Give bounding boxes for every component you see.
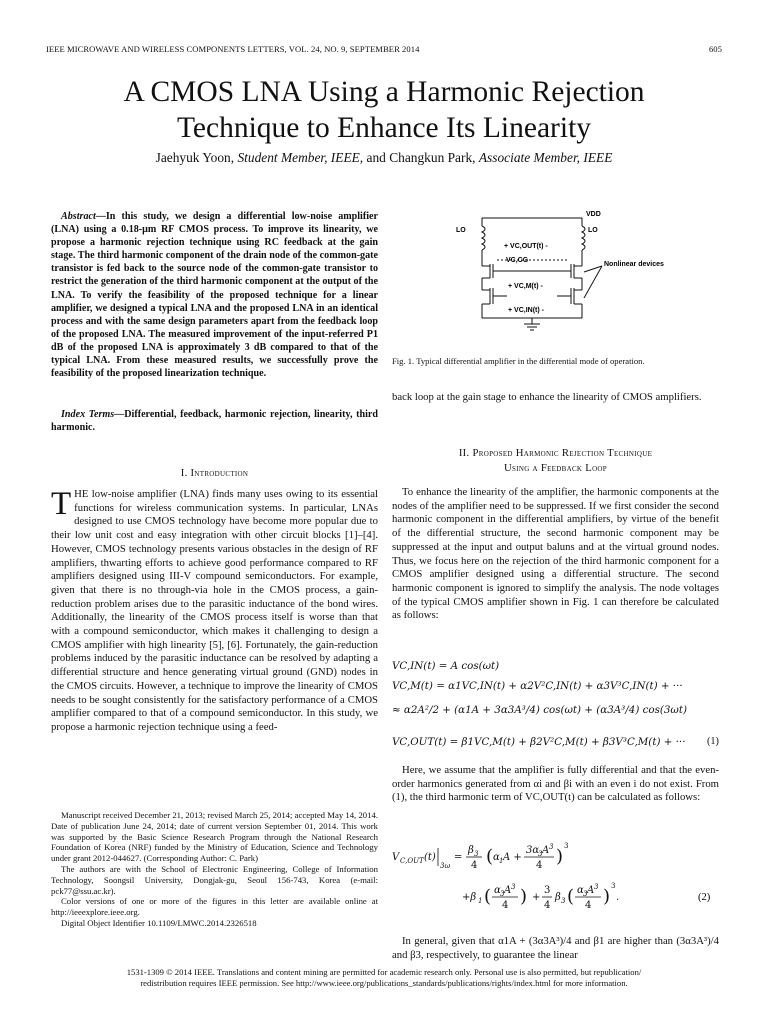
footnote-doi: Digital Object Identifier 10.1109/LMWC.2014.2326518 — [61, 917, 257, 928]
section-2-number: II. — [458, 447, 470, 459]
copyright-footer — [40, 967, 728, 990]
running-head — [46, 44, 722, 54]
abstract — [51, 210, 378, 380]
svg-text:β: β — [468, 845, 474, 856]
index-terms-text: —Differential, feedback, harmonic rejection, linearity, third harmonic. — [51, 409, 378, 434]
svg-text:4: 4 — [585, 900, 592, 911]
section-2-para-3: In general, given that α1A + (3α3A³)/4 and β1 are higher than (3α3A³)/4 and β3, respectively, to guarantee the linear — [392, 935, 719, 961]
section-2-title-line-2: Using a Feedback Loop — [504, 462, 607, 474]
svg-text:1: 1 — [499, 857, 504, 865]
svg-text:4: 4 — [502, 900, 509, 911]
svg-text:3: 3 — [611, 882, 616, 890]
vccg-label: VC,CG — [506, 257, 529, 264]
svg-text:+: + — [532, 892, 541, 903]
svg-text:3: 3 — [594, 883, 599, 891]
svg-text:(: ( — [484, 886, 492, 907]
svg-text:3ω: 3ω — [440, 862, 451, 870]
lo-left-label: LO — [456, 227, 466, 234]
section-2-para-2: Here, we assume that the amplifier is fully differential and that the even-order harmonics generated from αi and βi with an even i do not exist. From (1), the third harmonic term of VC,OUT(t) can be calculated as follows: — [392, 764, 719, 804]
footnote-color: Color versions of one or more of the figures in this letter are available online at http://ieeexplore.ieee.org. — [51, 896, 378, 918]
svg-text:α: α — [494, 885, 501, 896]
vcm-label: + VC,M(t) - — [508, 283, 543, 290]
footer-line-1: 1531-1309 © 2014 IEEE. Translations and content mining are permitted for academic research only. Personal use is also permitted, but republication/ — [126, 967, 642, 977]
svg-text:3: 3 — [564, 842, 569, 850]
footer-line-2: redistribution requires IEEE permission. See http://www.ieee.org/publications_standards/publications/rights/index.html for more information. — [140, 978, 628, 989]
figure-1-schematic — [452, 208, 672, 338]
svg-text:=: = — [454, 852, 463, 863]
svg-text:(: ( — [567, 886, 575, 907]
section-1-text: HE low-noise amplifier (LNA) finds many uses owing to its essential functions for wireless communication systems. In particular, LNAs designed to use CMOS technology have become more popular due to their low unit cost and easy integration with other circuit blocks [1]–[4]. However, CMOS technology presents various obstacles in the design of RF amplifiers, thwarting efforts to achieve good performance compared to RF amplifiers designed using III-V compound semiconductors. For example, given that there is no through-via hole in the CMOS process, a gain-reduction problem arises due to the parasitic inductance of the bond wires. Additionally, the linearity of the CMOS process itself is worse than that with a compound semiconductor, which makes it challenging to design a CMOS amplifier with high linearity [5], [6]. Fortunately, the gain-reduction problems induced by the parasitic inductance can be resolved by adapting a differential structure and hence generating virtual ground (GND) nodes in the CMOS circuits. However, a technique to improve the linearity of CMOS needs to be sought consistently for the satisfactory performance of a CMOS amplifier compared to that of a compound semiconductor. In this study, we propose a harmonic rejection technique using a feed- — [51, 488, 378, 733]
svg-text:A: A — [542, 845, 550, 856]
journal-name: IEEE MICROWAVE AND WIRELESS COMPONENTS LETTERS, VOL. 24, NO. 9, SEPTEMBER 2014 — [46, 44, 420, 54]
svg-text:4: 4 — [471, 860, 478, 871]
svg-text:A: A — [587, 885, 595, 896]
paper-title — [40, 74, 728, 146]
index-terms — [51, 408, 378, 434]
eq2-number: (2) — [698, 892, 711, 903]
svg-text:α: α — [577, 885, 584, 896]
eq1-line-3: ≈ α2A²/2 + (α1A + 3α3A³/4) cos(ωt) + (α3A³/4) cos(3ωt) — [392, 704, 687, 716]
author-1-role: Student Member, IEEE, — [237, 150, 364, 165]
title-line-1: A CMOS LNA Using a Harmonic Rejection — [123, 76, 645, 108]
author-line — [40, 150, 728, 166]
eq1-line-4: VC,OUT(t) = β1VC,M(t) + β2V²C,M(t) + β3V³C,M(t) + ··· — [392, 736, 686, 748]
svg-text:α: α — [493, 852, 500, 863]
abstract-label: Abstract — [61, 211, 96, 222]
eq1-number: (1) — [706, 736, 719, 747]
svg-text:.: . — [616, 892, 620, 903]
svg-text:): ) — [520, 886, 528, 907]
section-2-title-line-1: Proposed Harmonic Rejection Technique — [472, 447, 653, 459]
figure-1-caption: Fig. 1. Typical differential amplifier in the differential mode of operation. — [392, 356, 645, 366]
drop-cap: T — [51, 486, 72, 522]
svg-text:3: 3 — [474, 850, 479, 858]
section-2-para-1: To enhance the linearity of the amplifier, the harmonic components at the nodes of the amplifier need to be suppressed. If we first consider the second harmonic component in the differential amplifiers, by virtue of the benefit of the differential structure, the second harmonic component may be suppressed at the input and output baluns and at the virtual ground nodes. Thus, we focus here on the rejection of the third harmonic component for a CMOS amplifier designed using a differential structure. The second harmonic component is ignored to simplify the analysis. The node voltages of the typical CMOS amplifier shown in Fig. 1 can therefore be calculated as follows: — [392, 486, 719, 622]
footnotes — [51, 810, 378, 929]
svg-text:V: V — [392, 852, 400, 863]
section-1-heading — [51, 467, 378, 481]
section-1-title: Introduction — [190, 467, 249, 479]
svg-text:3: 3 — [544, 885, 551, 896]
eq1-line-2: VC,M(t) = α1VC,IN(t) + α2V²C,IN(t) + α3V³C,IN(t) + ··· — [392, 680, 683, 692]
svg-text:): ) — [556, 846, 564, 867]
svg-text:(: ( — [486, 846, 494, 867]
svg-text:3: 3 — [561, 897, 566, 905]
svg-text:4: 4 — [544, 900, 551, 911]
equation-2 — [392, 830, 719, 920]
footnote-affiliation: The authors are with the School of Electronic Engineering, College of Information Technology, Soongsil University, Dongjak-gu, Seoul 156-743, Korea (e-mail: pck77@ssu.ac.kr). — [51, 863, 378, 896]
svg-text:β: β — [555, 892, 561, 903]
svg-text:(t): (t) — [424, 852, 436, 863]
svg-text:A: A — [504, 885, 512, 896]
nonlinear-label: Nonlinear devices — [604, 261, 664, 268]
svg-text:3: 3 — [583, 890, 588, 898]
lo-right-label: LO — [588, 227, 598, 234]
svg-text:+β: +β — [462, 892, 477, 903]
svg-text:3α: 3α — [526, 845, 540, 856]
svg-text:3: 3 — [500, 890, 505, 898]
equation-1 — [392, 660, 719, 756]
vcout-label: + VC,OUT(t) - — [504, 243, 548, 250]
svg-text:4: 4 — [536, 860, 543, 871]
svg-text:A +: A + — [503, 852, 522, 863]
footnote-manuscript: Manuscript received December 21, 2013; revised March 25, 2014; accepted May 14, 2014. Date of publication June 24, 2014; date of current version September 01, 2014. This work was supported by the Basic Science Research Program through the National Research Foundation of Korea (NRF) funded by the Ministry of Education, Science and Technology under grant 2012-044627. (Corresponding Author: C. Park) — [51, 810, 378, 864]
page-number: 605 — [708, 44, 722, 54]
intro-continuation: back loop at the gain stage to enhance the linearity of CMOS amplifiers. — [392, 391, 702, 403]
section-2-heading — [392, 446, 719, 476]
index-terms-label: Index Terms — [61, 409, 115, 420]
title-line-2: Technique to Enhance Its Linearity — [176, 112, 592, 144]
svg-text:3: 3 — [549, 843, 554, 851]
svg-text:3: 3 — [511, 883, 516, 891]
abstract-text: —In this study, we design a differential low-noise amplifier (LNA) using a 0.18-μm RF CMOS process. To improve its linearity, we propose a harmonic rejection technique using RC feedback at the gain stage. The third harmonic component of the drain node of the common-gate transistor is fed back to the source node of the common-gate transistor to restrict the generation of the third harmonic component at the output of the LNA. To verify the feasibility of the proposed technique for a linear amplifier, we designed a typical LNA and the proposed LNA in an identical process and with the same design parameters apart from the feedback loop of the proposed LNA. The measured improvement of the input-referred P1 dB of the proposed LNA is approximately 3 dB compared to that of the typical LNA. From these measured results, we successfully prove the feasibility of the proposed linearization technique. — [51, 211, 378, 380]
svg-text:C,OUT: C,OUT — [400, 857, 424, 865]
vdd-label: VDD — [586, 211, 601, 218]
author-2-role: Associate Member, IEEE — [478, 150, 613, 165]
section-1-number: I. — [180, 467, 188, 479]
svg-text:1: 1 — [478, 897, 483, 905]
vcin-label: + VC,IN(t) - — [508, 307, 544, 314]
author-and: and — [366, 150, 386, 165]
svg-text:): ) — [603, 886, 611, 907]
eq1-line-1: VC,IN(t) = A cos(ωt) — [392, 660, 500, 672]
svg-text:3: 3 — [538, 850, 543, 858]
section-1-body — [51, 488, 378, 735]
author-2: Changkun Park, — [389, 150, 476, 165]
author-1: Jaehyuk Yoon, — [155, 150, 235, 165]
